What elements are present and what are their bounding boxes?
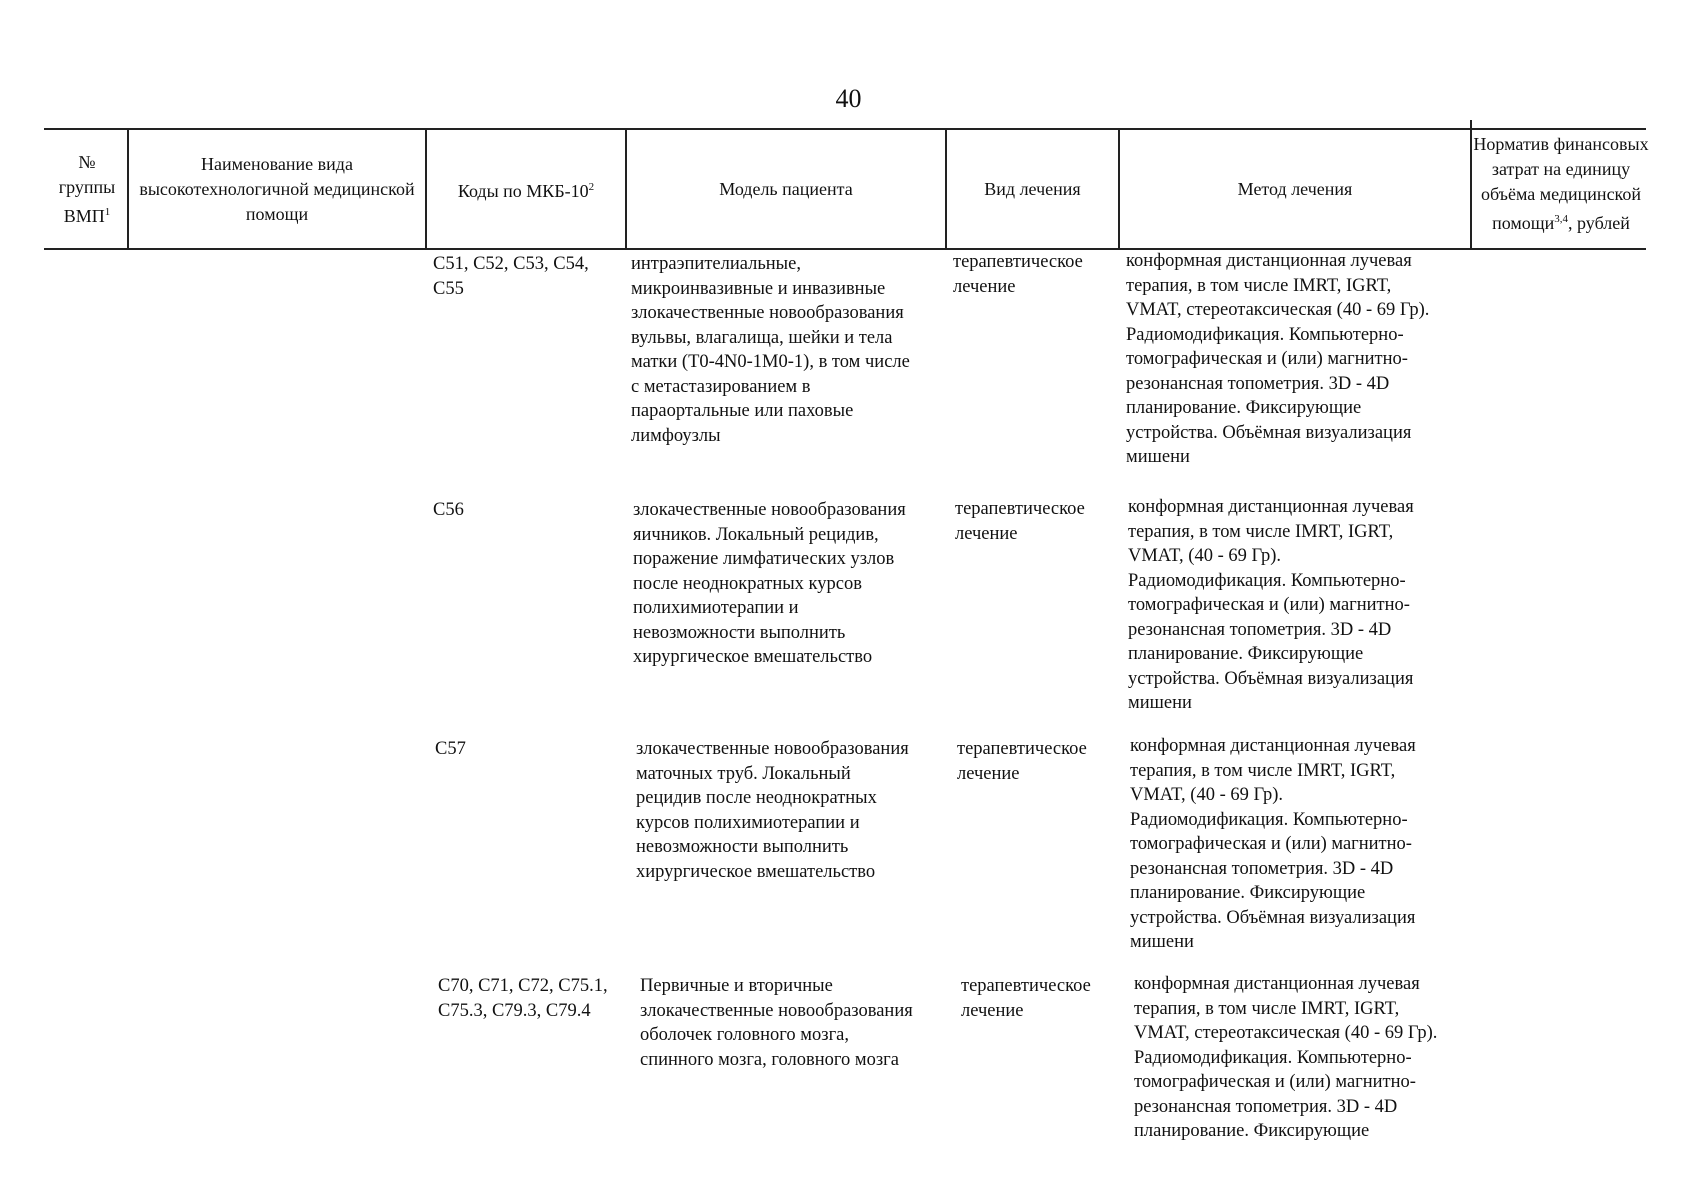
row-1-treatment-type: терапевтическое лечение [953, 252, 1083, 297]
row-3-treatment-method: конформная дистанционная лучевая терапия, в том числе IMRT, IGRT, VMAT, (40 - 69 Гр). Радиомодификация. Компьютерно- томографическая и (или) магнитно- резонансная топометрия. 3D - 4D планирование. Фиксирующие устройства. Объёмная визуализация мишени [1130, 736, 1416, 952]
row-1-codes: С51, С52, С53, С54, С55 [433, 254, 589, 299]
row-4-codes: С70, С71, С72, С75.1, С75.3, С79.3, С79.4 [438, 976, 608, 1021]
row-1-patient-model: интраэпителиальные, микроинвазивные и инвазивные злокачественные новообразования вульвы, влагалища, шейки и тела матки (Т0-4N0-1М0-1), в том числе с метастазированием в параортальные или паховые лимфоузлы [631, 254, 910, 446]
header-patient-model: Модель пациента [719, 178, 853, 199]
header-divider-4 [945, 128, 947, 250]
row-2-patient-model: злокачественные новообразования яичников. Локальный рецидив, поражение лимфатических узлов после неоднократных курсов полихимиотерапии и невозможности выполнить хирургическое вмешательство [633, 500, 906, 667]
header-divider-6 [1470, 120, 1472, 250]
row-3-codes: С57 [435, 739, 466, 759]
header-divider-1 [127, 128, 129, 250]
header-group-no: № группы ВМП$^1$ [58, 151, 116, 226]
row-3-treatment-type: терапевтическое лечение [957, 739, 1087, 784]
row-2-codes: С56 [433, 500, 464, 520]
row-2-treatment-method: конформная дистанционная лучевая терапия, в том числе IMRT, IGRT, VMAT, (40 - 69 Гр). Радиомодификация. Компьютерно- томографическая и (или) магнитно- резонансная топометрия. 3D - 4D планирование. Фиксирующие устройства. Объёмная визуализация мишени [1128, 497, 1414, 713]
row-1-treatment-method: конформная дистанционная лучевая терапия, в том числе IMRT, IGRT, VMAT, стереотаксическая (40 - 69 Гр). Радиомодификация. Компьютерно- томографическая и (или) магнитно- резонансная топометрия. 3D - 4D планирование. Фиксирующие устройства. Объёмная визуализация мишени [1126, 251, 1430, 467]
row-3-patient-model: злокачественные новообразования маточных труб. Локальный рецидив после неоднократных курсов полихимиотерапии и невозможности выполнить хирургическое вмешательство [636, 739, 909, 882]
page-number: 40 [835, 84, 862, 113]
header-cost-norm: Норматив финансовых затрат на единицу объёма медицинской помощи$^{3,4}$, рублей [1473, 134, 1649, 233]
header-divider-5 [1118, 128, 1120, 250]
header-divider-2 [425, 128, 427, 250]
header-treatment-type: Вид лечения [984, 178, 1081, 199]
header-treatment-method: Метод лечения [1237, 178, 1353, 199]
row-4-treatment-type: терапевтическое лечение [961, 976, 1091, 1021]
row-4-patient-model: Первичные и вторичные злокачественные новообразования оболочек головного мозга, спинного мозга, головного мозга [640, 976, 913, 1070]
header-type-name: Наименование вида высокотехнологичной медицинской помощи [139, 153, 415, 224]
row-2-treatment-type: терапевтическое лечение [955, 499, 1085, 544]
row-4-treatment-method: конформная дистанционная лучевая терапия, в том числе IMRT, IGRT, VMAT, стереотаксическая (40 - 69 Гр). Радиомодификация. Компьютерно- томографическая и (или) магнитно- резонансная топометрия. 3D - 4D планирование. Фиксирующие [1134, 974, 1438, 1141]
header-icd-codes: Коды по МКБ-$10^2$ [457, 180, 595, 201]
header-divider-3 [625, 128, 627, 250]
